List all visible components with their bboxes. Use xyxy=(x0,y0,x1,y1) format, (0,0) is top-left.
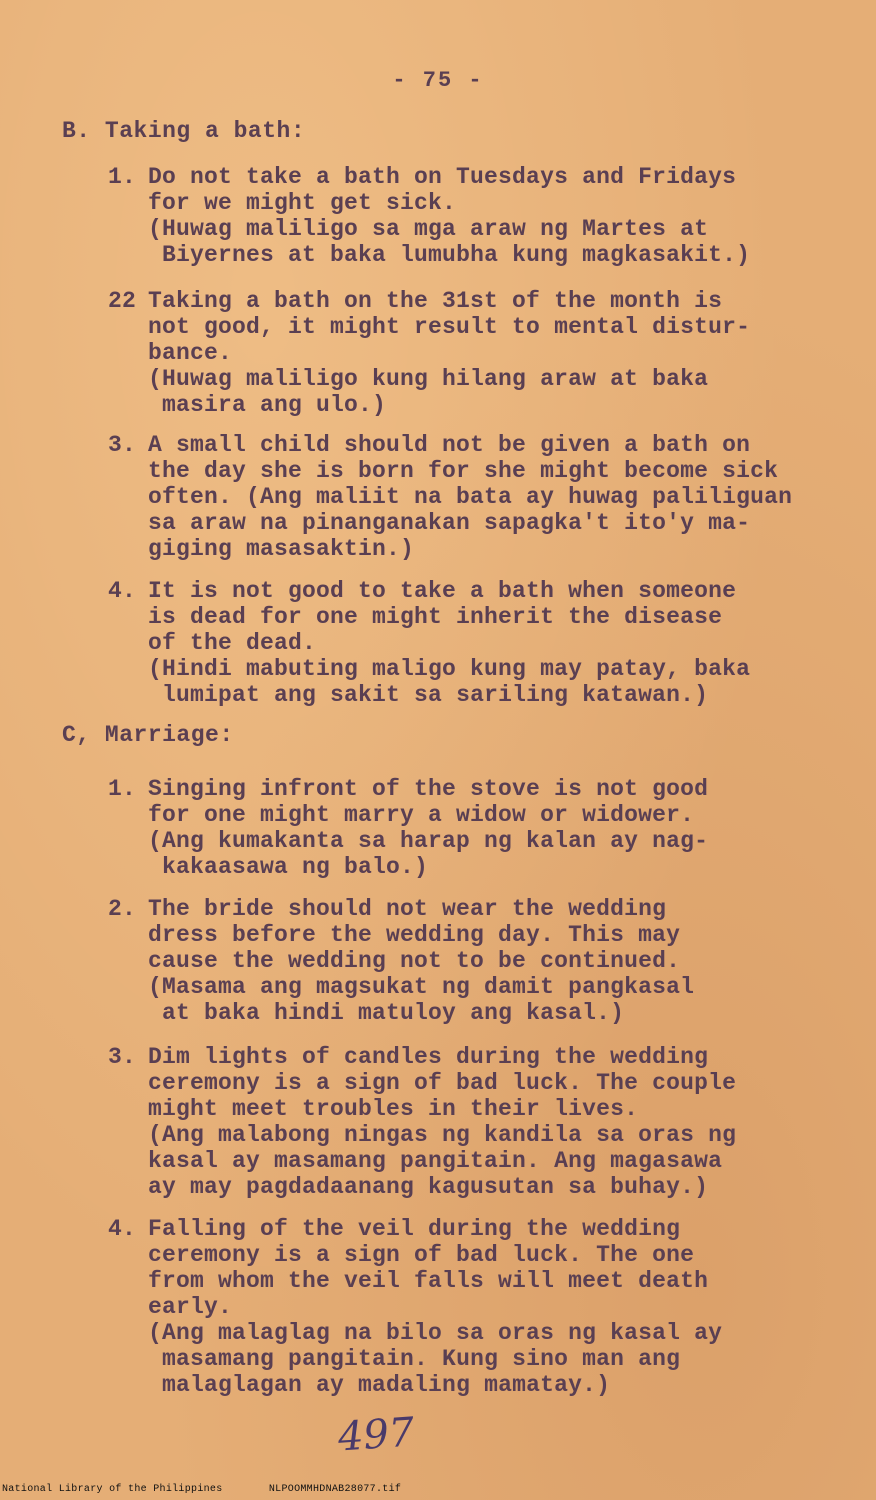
item-english: Falling of the veil during the wedding ceremony is a sign of bad luck. The one from whom the veil falls will meet death early. xyxy=(148,1216,709,1320)
list-item xyxy=(108,776,848,880)
item-number: 4. xyxy=(108,578,137,604)
item-number: 3. xyxy=(108,1044,137,1070)
item-english: It is not good to take a bath when someone is dead for one might inherit the disease of the dead. xyxy=(148,578,737,656)
list-item xyxy=(108,288,848,418)
item-tagalog: (Huwag maliligo sa mga araw ng Martes at Biyernes at baka lumubha kung magkasakit.) xyxy=(148,216,751,268)
footer-filename: NLPOOMMHDNAB28077.tif xyxy=(268,1484,402,1495)
item-english: Do not take a bath on Tuesdays and Fridays for we might get sick. xyxy=(148,164,737,216)
item-number: 4. xyxy=(108,1216,137,1242)
item-english: A small child should not be given a bath on the day she is born for she might become sick often. (Ang maliit na bata ay huwag paliliguan sa araw na pinanganakan sapagka't ito'y ma- giging masasaktin.) xyxy=(148,432,793,562)
item-number: 22 xyxy=(108,288,137,314)
list-item xyxy=(108,1044,848,1200)
item-number: 3. xyxy=(108,432,137,458)
section-heading-c: C, Marriage: xyxy=(62,722,234,748)
item-tagalog: (Ang kumakanta sa harap ng kalan ay nag- kakaasawa ng balo.) xyxy=(148,828,709,880)
list-item xyxy=(108,896,848,1026)
footer-library: National Library of the Philippines xyxy=(2,1484,223,1495)
page-number: - 75 - xyxy=(392,68,484,93)
item-number: 2. xyxy=(108,896,137,922)
item-tagalog: (Masama ang magsukat ng damit pangkasal at baka hindi matuloy ang kasal.) xyxy=(148,974,695,1026)
item-english: Dim lights of candles during the wedding ceremony is a sign of bad luck. The couple might meet troubles in their lives. xyxy=(148,1044,737,1122)
item-tagalog: (Hindi mabuting maligo kung may patay, baka lumipat ang sakit sa sariling katawan.) xyxy=(148,656,751,708)
item-tagalog: (Ang malaglag na bilo sa oras ng kasal ay masamang pangitain. Kung sino man ang malaglagan ay madaling mamatay.) xyxy=(148,1320,723,1398)
list-item xyxy=(108,578,848,708)
item-english: The bride should not wear the wedding dress before the wedding day. This may cause the wedding not to be continued. xyxy=(148,896,681,974)
item-number: 1. xyxy=(108,164,137,190)
scan-footer xyxy=(2,1484,874,1495)
item-english: Taking a bath on the 31st of the month is not good, it might result to mental distur- bance. xyxy=(148,288,751,366)
handwritten-folio-number: 497 xyxy=(336,1409,416,1461)
item-tagalog: (Huwag maliligo kung hilang araw at baka masira ang ulo.) xyxy=(148,366,709,418)
list-item xyxy=(108,164,848,268)
section-heading-b: B. Taking a bath: xyxy=(62,118,306,144)
item-number: 1. xyxy=(108,776,137,802)
item-english: Singing infront of the stove is not good for one might marry a widow or widower. xyxy=(148,776,709,828)
item-tagalog: (Ang malabong ningas ng kandila sa oras ng kasal ay masamang pangitain. Ang magasawa ay may pagdadaanang kagusutan sa buhay.) xyxy=(148,1122,737,1200)
list-item xyxy=(108,1216,848,1398)
list-item xyxy=(108,432,848,562)
